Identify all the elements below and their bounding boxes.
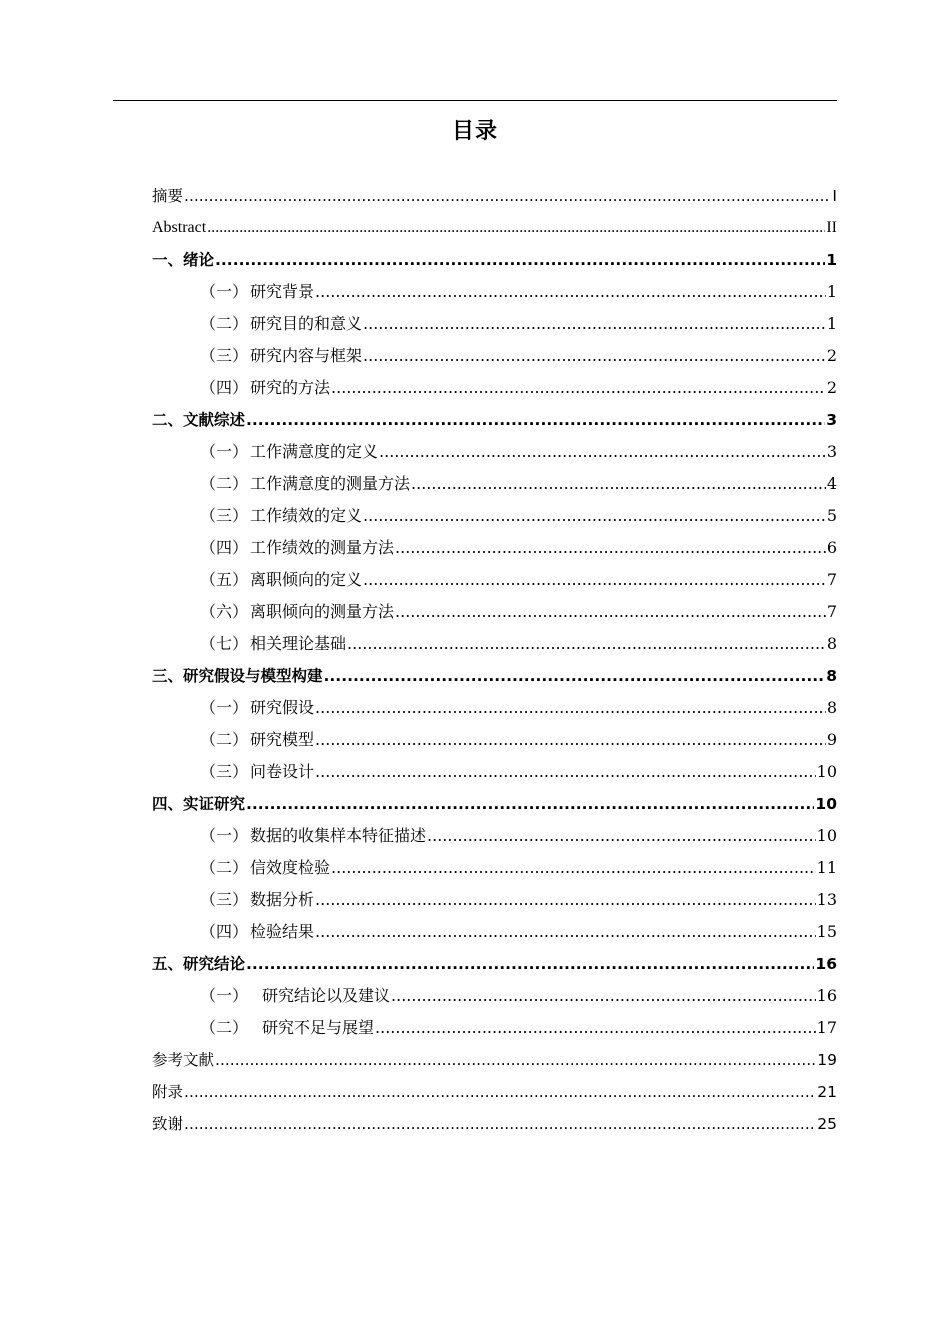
toc-entry[interactable]	[152, 276, 837, 308]
toc-entry-title: 研究结论	[183, 955, 246, 973]
toc-entry-page: 13	[816, 890, 837, 909]
toc-entry-number: （四）	[200, 538, 249, 557]
toc-entry-number: （七）	[200, 634, 249, 653]
toc-entry-number: （一）	[200, 986, 249, 1005]
toc-entry[interactable]	[152, 756, 837, 788]
toc-entry-page: 1	[826, 282, 837, 301]
toc-entry-title: 摘要	[152, 187, 184, 205]
toc-entry[interactable]	[152, 916, 837, 948]
toc-entry-page: 7	[826, 602, 837, 621]
toc-entry[interactable]	[152, 532, 837, 564]
dot-leader	[363, 500, 826, 532]
toc-entry[interactable]	[152, 884, 837, 916]
toc-entry-title: 研究的方法	[250, 378, 331, 397]
toc-entry[interactable]	[152, 180, 837, 212]
toc-entry[interactable]	[152, 436, 837, 468]
toc-entry-page: 2	[826, 346, 837, 365]
toc-entry-number: 一、	[152, 251, 184, 269]
toc-entry-title: 绪论	[183, 251, 215, 269]
toc-entry-title: 研究目的和意义	[250, 314, 363, 333]
toc-entry-number: （一）	[200, 698, 249, 717]
toc-entry-number: （三）	[200, 890, 249, 909]
toc-entry[interactable]	[152, 980, 837, 1012]
toc-entry[interactable]	[152, 244, 837, 276]
dot-leader	[427, 820, 816, 852]
toc-entry-title: Abstract	[152, 219, 207, 236]
toc-entry-page: 10	[816, 826, 837, 845]
toc-entry-page: 17	[816, 1018, 837, 1037]
toc-entry-number: （二）	[200, 1018, 249, 1037]
dot-leader	[215, 244, 825, 276]
dot-leader	[315, 884, 816, 916]
toc-entry-title: 离职倾向的测量方法	[250, 602, 395, 621]
dot-leader	[331, 372, 826, 404]
toc-entry-title: 检验结果	[250, 922, 315, 941]
toc-entry-title: 工作绩效的测量方法	[250, 538, 395, 557]
toc-entry-number: （一）	[200, 442, 249, 461]
toc-entry-title: 工作满意度的测量方法	[250, 474, 411, 493]
toc-entry-title: 实证研究	[183, 795, 246, 813]
toc-entry[interactable]	[152, 468, 837, 500]
toc-entry[interactable]	[152, 372, 837, 404]
table-of-contents	[152, 180, 837, 1140]
dot-leader	[363, 564, 826, 596]
dot-leader	[363, 340, 826, 372]
dot-leader	[246, 948, 814, 980]
toc-entry-number: （三）	[200, 346, 249, 365]
page-title: 目录	[451, 119, 498, 144]
toc-entry-title: 致谢	[152, 1115, 184, 1133]
dot-leader	[379, 436, 826, 468]
toc-entry-page: 8	[826, 667, 837, 685]
toc-entry-number: （三）	[200, 506, 249, 525]
dot-leader	[207, 212, 825, 244]
toc-entry-title: 相关理论基础	[250, 634, 347, 653]
dot-leader	[375, 1012, 816, 1044]
toc-entry[interactable]	[152, 692, 837, 724]
dot-leader	[184, 180, 831, 212]
toc-entry-title: 参考文献	[152, 1051, 215, 1069]
toc-entry-page: 9	[826, 730, 837, 749]
toc-entry-number: 三、	[152, 667, 184, 685]
toc-entry[interactable]	[152, 948, 837, 980]
toc-entry-number: （二）	[200, 730, 249, 749]
toc-entry-number: （二）	[200, 314, 249, 333]
toc-entry-page: 3	[826, 442, 837, 461]
dot-leader	[315, 692, 826, 724]
toc-entry[interactable]	[152, 788, 837, 820]
dot-leader	[411, 468, 826, 500]
dot-leader	[315, 756, 816, 788]
toc-entry-page: 5	[826, 506, 837, 525]
toc-entry-number: （二）	[200, 858, 249, 877]
toc-entry-title: 研究不足与展望	[262, 1018, 375, 1037]
toc-entry-number: （二）	[200, 474, 249, 493]
toc-entry-number: 五、	[152, 955, 184, 973]
toc-entry-title: 文献综述	[183, 411, 246, 429]
toc-entry-page: 8	[826, 634, 837, 653]
toc-entry[interactable]	[152, 340, 837, 372]
toc-entry-page: 10	[816, 762, 837, 781]
toc-entry-title: 研究背景	[250, 282, 315, 301]
toc-entry-number: 二、	[152, 411, 184, 429]
toc-entry[interactable]	[152, 852, 837, 884]
toc-entry-title: 研究假设与模型构建	[183, 667, 323, 685]
toc-entry-page: 7	[826, 570, 837, 589]
dot-leader	[324, 660, 826, 692]
dot-leader	[184, 1076, 816, 1108]
toc-entry-title: 研究假设	[250, 698, 315, 717]
toc-entry[interactable]	[152, 596, 837, 628]
dot-leader	[246, 788, 814, 820]
toc-entry[interactable]	[152, 1076, 837, 1108]
toc-entry-number: （四）	[200, 378, 249, 397]
toc-entry-title: 信效度检验	[250, 858, 331, 877]
dot-leader	[215, 1044, 816, 1076]
dot-leader	[395, 596, 826, 628]
toc-entry[interactable]	[152, 628, 837, 660]
toc-entry[interactable]	[152, 724, 837, 756]
dot-leader	[315, 724, 826, 756]
toc-entry[interactable]	[152, 1012, 837, 1044]
toc-entry[interactable]	[152, 212, 837, 244]
header-rule	[113, 100, 837, 101]
toc-entry[interactable]	[152, 308, 837, 340]
toc-entry-number: （六）	[200, 602, 249, 621]
toc-entry-title: 数据分析	[250, 890, 315, 909]
toc-entry-number: （五）	[200, 570, 249, 589]
dot-leader	[391, 980, 816, 1012]
toc-entry-page: 10	[815, 795, 837, 813]
toc-entry-number: （三）	[200, 762, 249, 781]
dot-leader	[331, 852, 816, 884]
toc-entry-page: 8	[826, 698, 837, 717]
toc-entry-title: 研究结论以及建议	[262, 986, 391, 1005]
toc-entry-number: （四）	[200, 922, 249, 941]
toc-entry-page: 1	[826, 314, 837, 333]
toc-entry-page: 16	[816, 986, 837, 1005]
toc-entry-page: 4	[826, 474, 837, 493]
toc-entry[interactable]	[152, 1044, 837, 1076]
toc-entry-page: 3	[826, 411, 837, 429]
toc-entry-title: 数据的收集样本特征描述	[250, 826, 427, 845]
dot-leader	[315, 916, 816, 948]
toc-entry-title: 研究模型	[250, 730, 315, 749]
toc-entry-title: 附录	[152, 1083, 184, 1101]
toc-entry-title: 工作绩效的定义	[250, 506, 363, 525]
toc-entry[interactable]	[152, 404, 837, 436]
toc-entry-title: 问卷设计	[250, 762, 315, 781]
toc-entry-page: 6	[826, 538, 837, 557]
toc-entry[interactable]	[152, 500, 837, 532]
dot-leader	[315, 276, 826, 308]
toc-entry-title: 研究内容与框架	[250, 346, 363, 365]
dot-leader	[395, 532, 826, 564]
toc-entry-page: 16	[815, 955, 837, 973]
toc-entry-page: 19	[817, 1051, 837, 1069]
toc-entry-page: 21	[817, 1083, 837, 1101]
toc-entry-page: 15	[816, 922, 837, 941]
toc-entry-title: 工作满意度的定义	[250, 442, 379, 461]
toc-entry[interactable]	[152, 660, 837, 692]
toc-entry-page: I	[832, 187, 837, 205]
toc-entry-page: 1	[826, 251, 837, 269]
toc-entry[interactable]	[152, 820, 837, 852]
toc-entry[interactable]	[152, 1108, 837, 1140]
toc-entry-number: （一）	[200, 826, 249, 845]
dot-leader	[184, 1108, 816, 1140]
dot-leader	[347, 628, 826, 660]
toc-entry-page: 11	[816, 858, 837, 877]
dot-leader	[363, 308, 826, 340]
toc-entry-page: 2	[826, 378, 837, 397]
toc-entry-number: （一）	[200, 282, 249, 301]
toc-entry[interactable]	[152, 564, 837, 596]
toc-entry-title: 离职倾向的定义	[250, 570, 363, 589]
dot-leader	[246, 404, 825, 436]
toc-entry-page: 25	[817, 1115, 837, 1133]
toc-entry-page: II	[826, 219, 837, 236]
toc-entry-number: 四、	[152, 795, 184, 813]
